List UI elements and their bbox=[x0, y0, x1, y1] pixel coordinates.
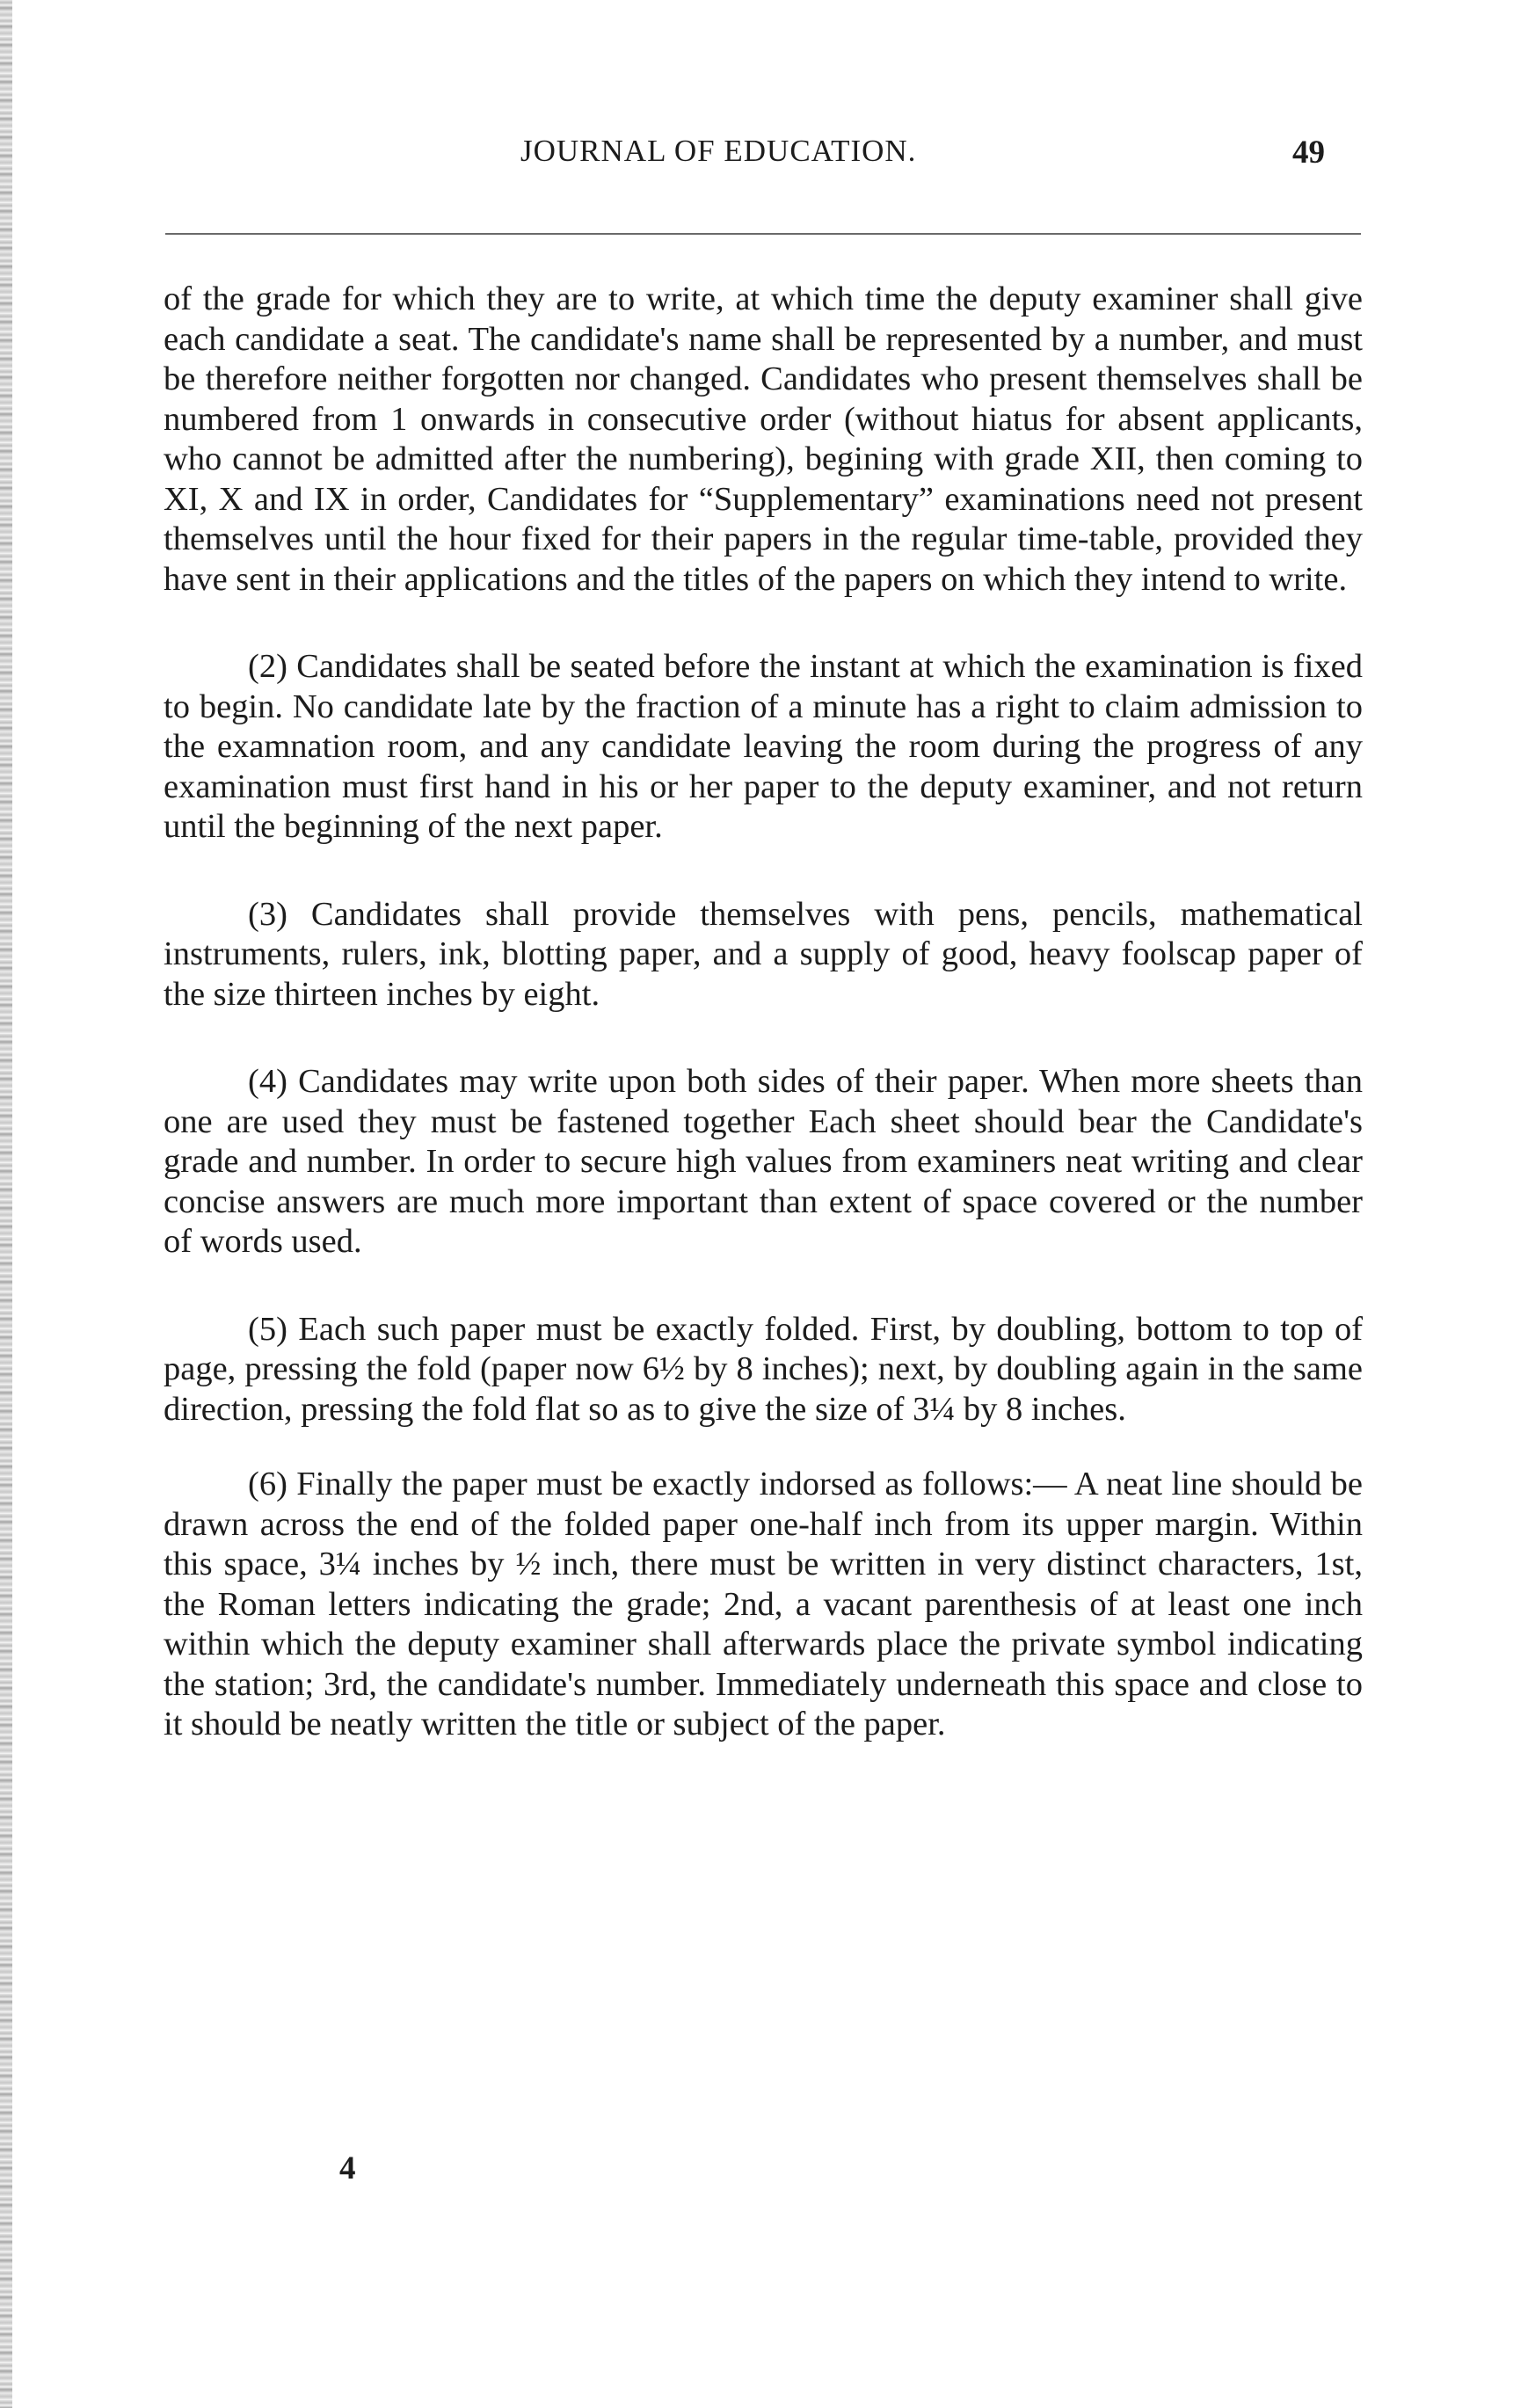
paragraph-number: (5) bbox=[248, 1310, 287, 1348]
paragraph-text: Finally the paper must be exactly indorsed as follows:— A neat line should be drawn across the end of the folded paper one-half inch from its upper margin. Within this space, 3¼ inches by ½ inch, there must be written in very distinct characters, 1st, the Roman letters indicating the grade; 2nd, a vacant parenthesis of at least one inch within which the deputy examiner shall afterwards place the private symbol indicating the station; 3rd, the candidate's number. Immediately underneath this space and close to it should be neatly written the title or subject of the paper. bbox=[164, 1466, 1364, 1742]
paragraph-text: Each such paper must be exactly folded. First, by doubling, bottom to top of page, pressing the fold (paper now 6½ by 8 inches); next, by doubling again in the same direction, pressing the fold flat so as to give the size of 3¼ by 8 inches. bbox=[164, 1310, 1364, 1428]
paragraph-text: of the grade for which they are to write, at which time the deputy examiner shall give each candidate a seat. The candidate's name shall be represented by a number, and must be therefore neither forgotten nor changed. Candidates who present themselves shall be numbered from 1 onwards in consecutive order (without hiatus for absent applicants, who cannot be admitted after the numbering), begining with grade XII, then coming to XI, X and IX in order, Candidates for “Supplementary” examinations need not present themselves until the hour fixed for their papers in the regular time-table, provided they have sent in their applications and the titles of the papers on which they intend to write. bbox=[164, 280, 1363, 598]
paragraph-text: Candidates shall provide themselves with pens, pencils, mathematical instruments, rulers, ink, blotting paper, and a supply of good, heavy foolscap paper of the size thirteen inches by eight. bbox=[164, 895, 1363, 1013]
paragraph-number: (6) bbox=[248, 1466, 287, 1502]
paragraph-5 bbox=[164, 1310, 1363, 1430]
running-title: JOURNAL OF EDUCATION. bbox=[520, 134, 917, 168]
paragraph-number: (2) bbox=[248, 648, 287, 685]
paragraph-3 bbox=[164, 895, 1363, 1015]
header-rule bbox=[165, 233, 1361, 235]
paragraph-text: Candidates shall be seated before the instant at which the examination is fixed to begin. No candidate late by the fraction of a minute has a right to claim admission to the examnation room, and any candidate leaving the room during the progress of any examination must first hand in his or her paper to the deputy examiner, and not return until the beginning of the next paper. bbox=[164, 648, 1364, 845]
paragraph-4 bbox=[164, 1062, 1363, 1262]
paragraph-2 bbox=[164, 647, 1363, 848]
paragraph-number: (3) bbox=[248, 895, 287, 933]
paragraph-6 bbox=[164, 1465, 1363, 1745]
page-number: 49 bbox=[1292, 135, 1325, 171]
signature-mark: 4 bbox=[339, 2150, 356, 2186]
paragraph-number: (4) bbox=[248, 1063, 287, 1100]
body-text bbox=[164, 280, 1363, 1745]
binding-edge bbox=[0, 0, 12, 2408]
paragraph-continuation bbox=[164, 280, 1363, 600]
paragraph-text: Candidates may write upon both sides of their paper. When more sheets than one are used they must be fastened together Each sheet should bear the Candidate's grade and number. In order to secure high values from examiners neat writing and clear concise answers are much more important than extent of space covered or the number of words used. bbox=[164, 1063, 1363, 1260]
